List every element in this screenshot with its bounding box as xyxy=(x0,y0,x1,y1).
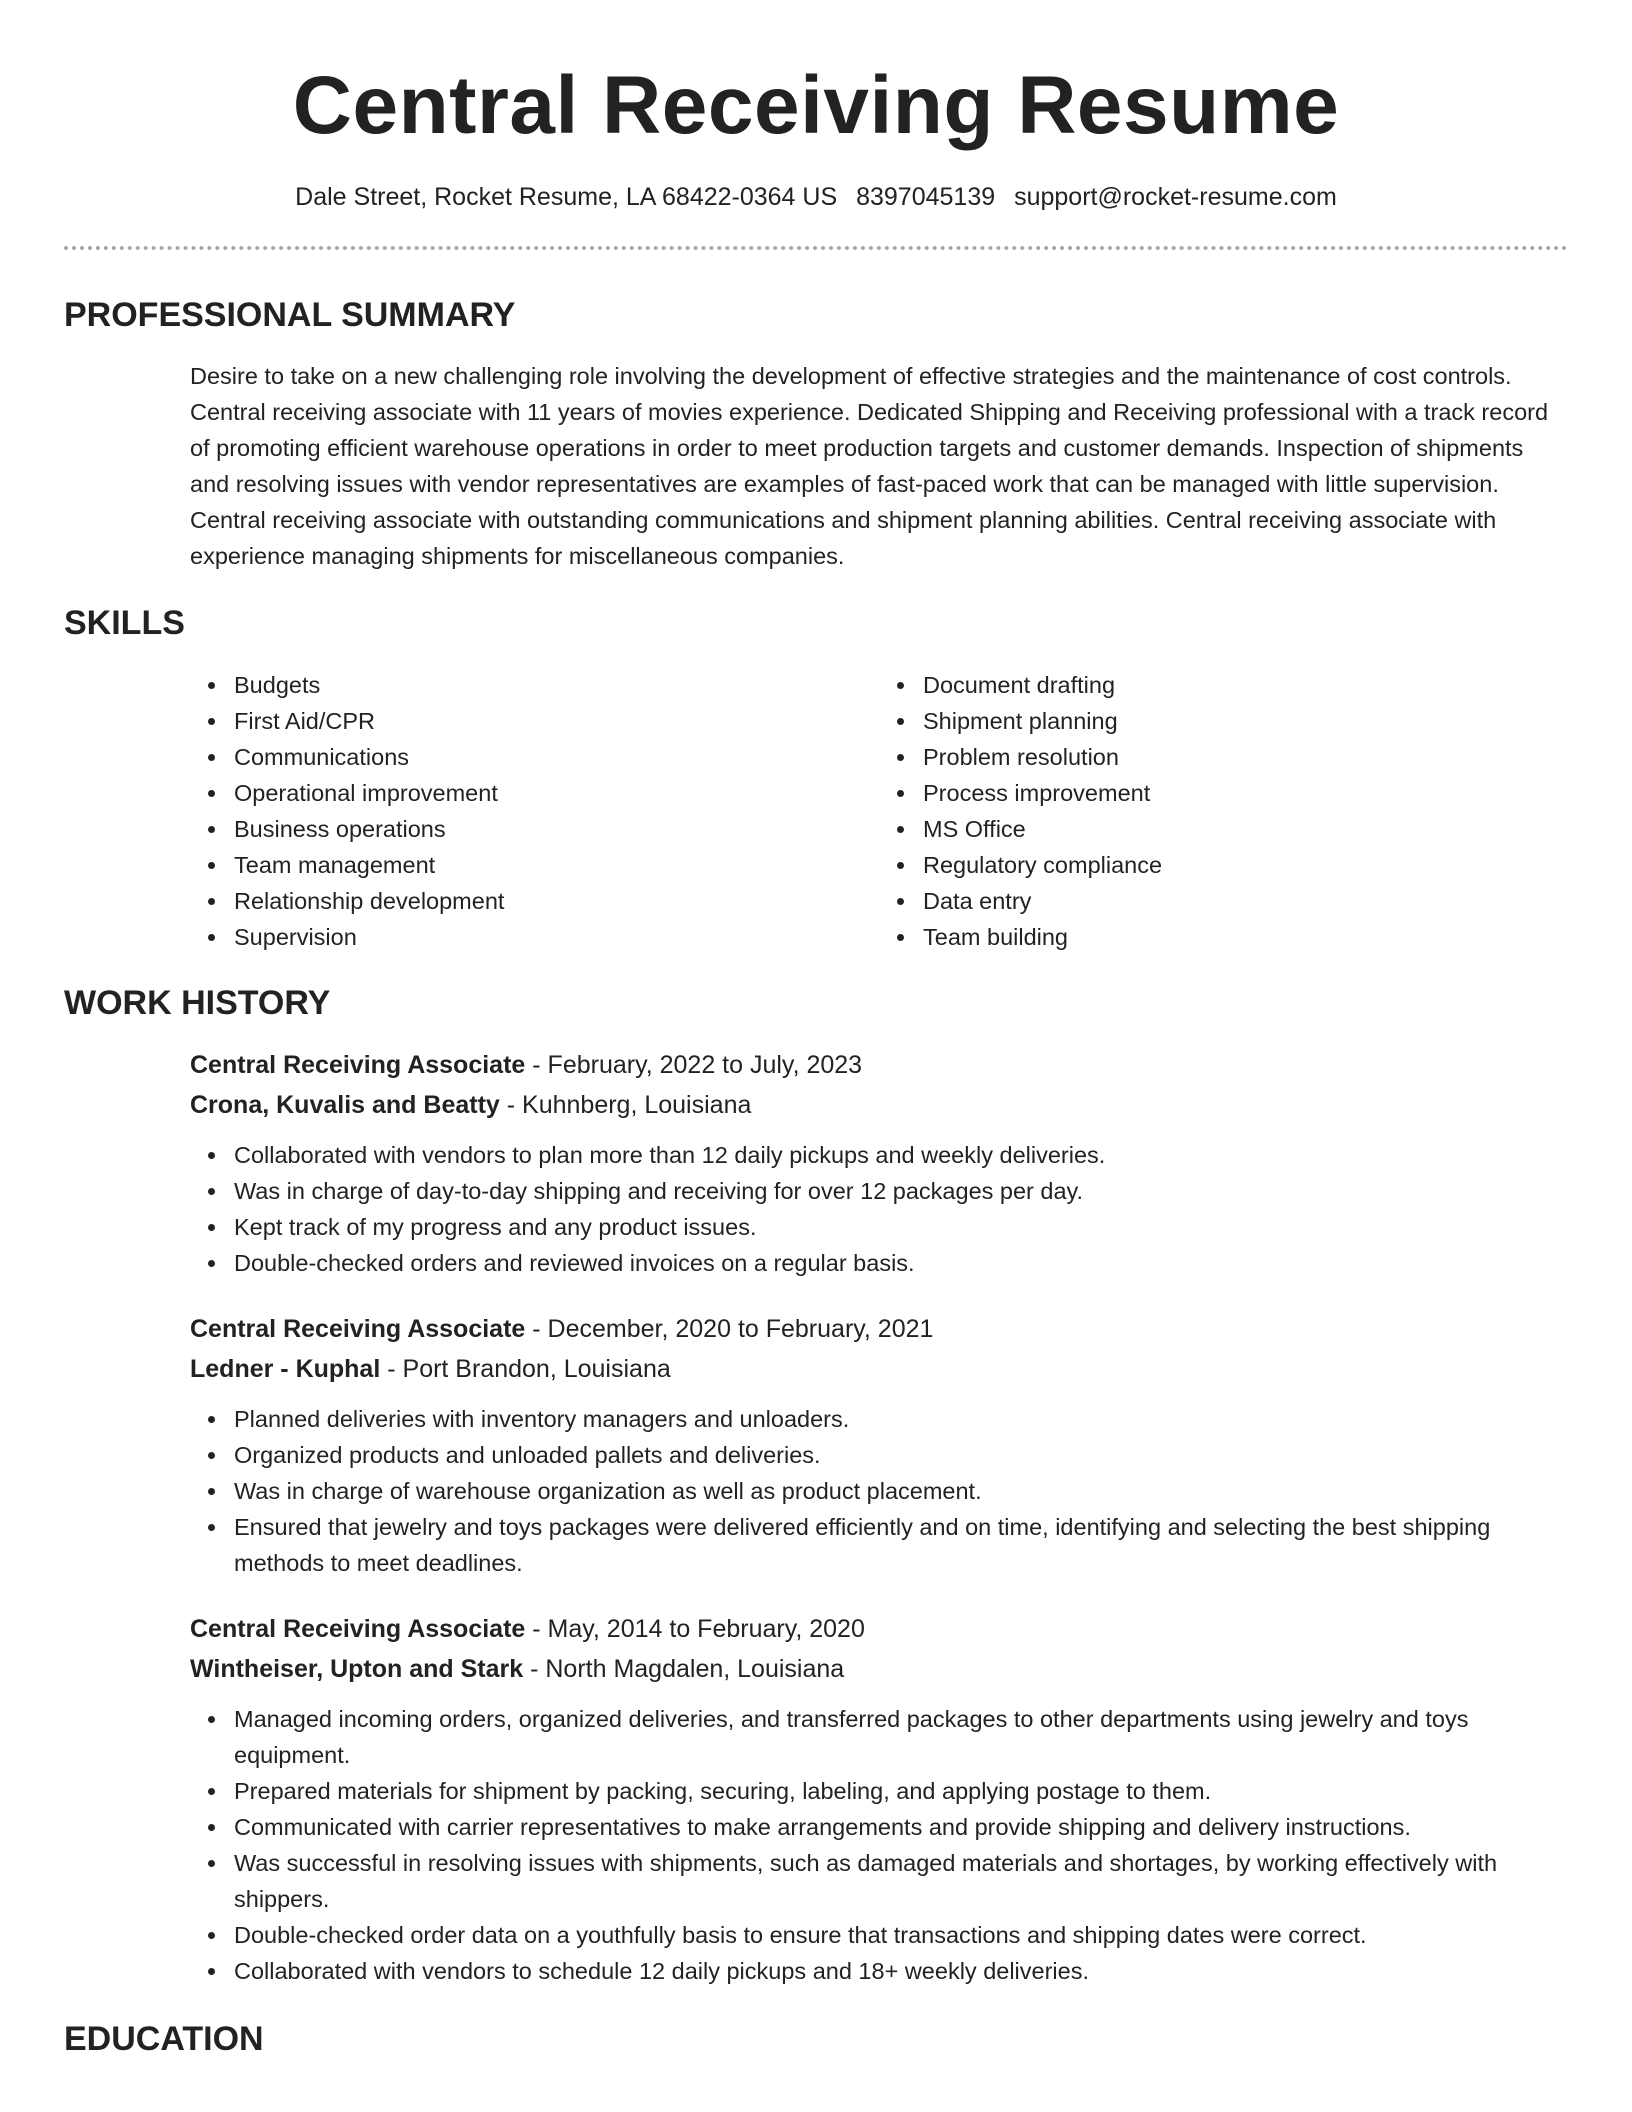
resume-title: Central Receiving Resume xyxy=(292,60,1340,151)
job-bullet: Ensured that jewelry and toys packages were delivered efficiently and on time, identifying and selecting the best shipping methods to meet deadlines. xyxy=(234,1509,1568,1581)
skill-item: Data entry xyxy=(923,883,1568,919)
job-company-line xyxy=(190,1349,1568,1389)
job-title-line xyxy=(190,1045,1568,1085)
job-bullets xyxy=(190,1401,1568,1581)
skill-item: Problem resolution xyxy=(923,739,1568,775)
job-title-line xyxy=(190,1609,1568,1649)
skill-item: Process improvement xyxy=(923,775,1568,811)
job-role: Central Receiving Associate xyxy=(190,1615,526,1643)
job-company: Crona, Kuvalis and Beatty xyxy=(190,1091,500,1119)
job-bullet: Double-checked orders and reviewed invoices on a regular basis. xyxy=(234,1245,1568,1281)
job-dates: - February, 2022 to July, 2023 xyxy=(525,1051,863,1079)
skill-item: Team building xyxy=(923,919,1568,955)
job-title-line xyxy=(190,1309,1568,1349)
job-bullet: Communicated with carrier representatives to make arrangements and provide shipping and delivery instructions. xyxy=(234,1809,1568,1845)
contact-email[interactable]: support@rocket-resume.com xyxy=(1014,183,1337,211)
skills-grid xyxy=(190,667,1568,955)
skill-item: Budgets xyxy=(234,667,879,703)
skills-left-column xyxy=(190,667,879,955)
summary-text: Desire to take on a new challenging role involving the development of effective strategies and the maintenance of cost controls. Central receiving associate with 11 years of movies experience. Dedicated Shipping and Receiving professional with a track record of promoting efficient warehouse operations in order to meet production targets and customer demands. Inspection of shipments and resolving issues with vendor representatives are examples of fast-paced work that can be managed with little supervision. Central receiving associate with outstanding communications and shipment planning abilities. Central receiving associate with experience managing shipments for miscellaneous companies. xyxy=(190,363,1549,569)
skill-item: MS Office xyxy=(923,811,1568,847)
skills-heading: SKILLS xyxy=(64,604,185,642)
job-location: - Kuhnberg, Louisiana xyxy=(499,1091,752,1119)
job-entry xyxy=(190,1609,1568,1989)
job-role: Central Receiving Associate xyxy=(190,1051,526,1079)
job-bullet: Was in charge of day-to-day shipping and receiving for over 12 packages per day. xyxy=(234,1173,1568,1209)
job-bullet: Organized products and unloaded pallets and deliveries. xyxy=(234,1437,1568,1473)
education-heading: EDUCATION xyxy=(64,2020,264,2058)
job-company-line xyxy=(190,1085,1568,1125)
job-bullets xyxy=(190,1137,1568,1281)
skills-right-column xyxy=(879,667,1568,955)
job-company-line xyxy=(190,1649,1568,1689)
job-company: Ledner - Kuphal xyxy=(190,1355,381,1383)
job-bullet: Collaborated with vendors to schedule 12 daily pickups and 18+ weekly deliveries. xyxy=(234,1953,1568,1989)
job-bullet: Was in charge of warehouse organization as well as product placement. xyxy=(234,1473,1568,1509)
job-entry xyxy=(190,1045,1568,1281)
skill-item: Regulatory compliance xyxy=(923,847,1568,883)
job-location: - Port Brandon, Louisiana xyxy=(380,1355,671,1383)
work-history-heading: WORK HISTORY xyxy=(64,984,331,1022)
skill-item: Supervision xyxy=(234,919,879,955)
contact-address: Dale Street, Rocket Resume, LA 68422-0364 US xyxy=(295,183,838,211)
job-dates: - May, 2014 to February, 2020 xyxy=(525,1615,865,1643)
skill-item: Shipment planning xyxy=(923,703,1568,739)
job-bullet: Was successful in resolving issues with shipments, such as damaged materials and shortages, by working effectively with shippers. xyxy=(234,1845,1568,1917)
job-entry xyxy=(190,1309,1568,1581)
skill-item: Team management xyxy=(234,847,879,883)
job-bullet: Prepared materials for shipment by packing, securing, labeling, and applying postage to them. xyxy=(234,1773,1568,1809)
job-bullet: Planned deliveries with inventory managers and unloaders. xyxy=(234,1401,1568,1437)
job-dates: - December, 2020 to February, 2021 xyxy=(525,1315,934,1343)
skill-item: Communications xyxy=(234,739,879,775)
skill-item: Operational improvement xyxy=(234,775,879,811)
skill-item: First Aid/CPR xyxy=(234,703,879,739)
job-location: - North Magdalen, Louisiana xyxy=(523,1655,845,1683)
contact-line xyxy=(64,180,1568,214)
summary-heading: PROFESSIONAL SUMMARY xyxy=(64,296,516,334)
job-bullet: Managed incoming orders, organized deliveries, and transferred packages to other departments using jewelry and toys equipment. xyxy=(234,1701,1568,1773)
job-bullet: Kept track of my progress and any product issues. xyxy=(234,1209,1568,1245)
contact-phone: 8397045139 xyxy=(856,183,996,211)
job-bullet: Collaborated with vendors to plan more than 12 daily pickups and weekly deliveries. xyxy=(234,1137,1568,1173)
skill-item: Business operations xyxy=(234,811,879,847)
job-role: Central Receiving Associate xyxy=(190,1315,526,1343)
job-company: Wintheiser, Upton and Stark xyxy=(190,1655,524,1683)
job-bullet: Double-checked order data on a youthfully basis to ensure that transactions and shipping dates were correct. xyxy=(234,1917,1568,1953)
job-bullets xyxy=(190,1701,1568,1989)
header-divider xyxy=(64,246,1568,250)
skill-item: Document drafting xyxy=(923,667,1568,703)
skill-item: Relationship development xyxy=(234,883,879,919)
